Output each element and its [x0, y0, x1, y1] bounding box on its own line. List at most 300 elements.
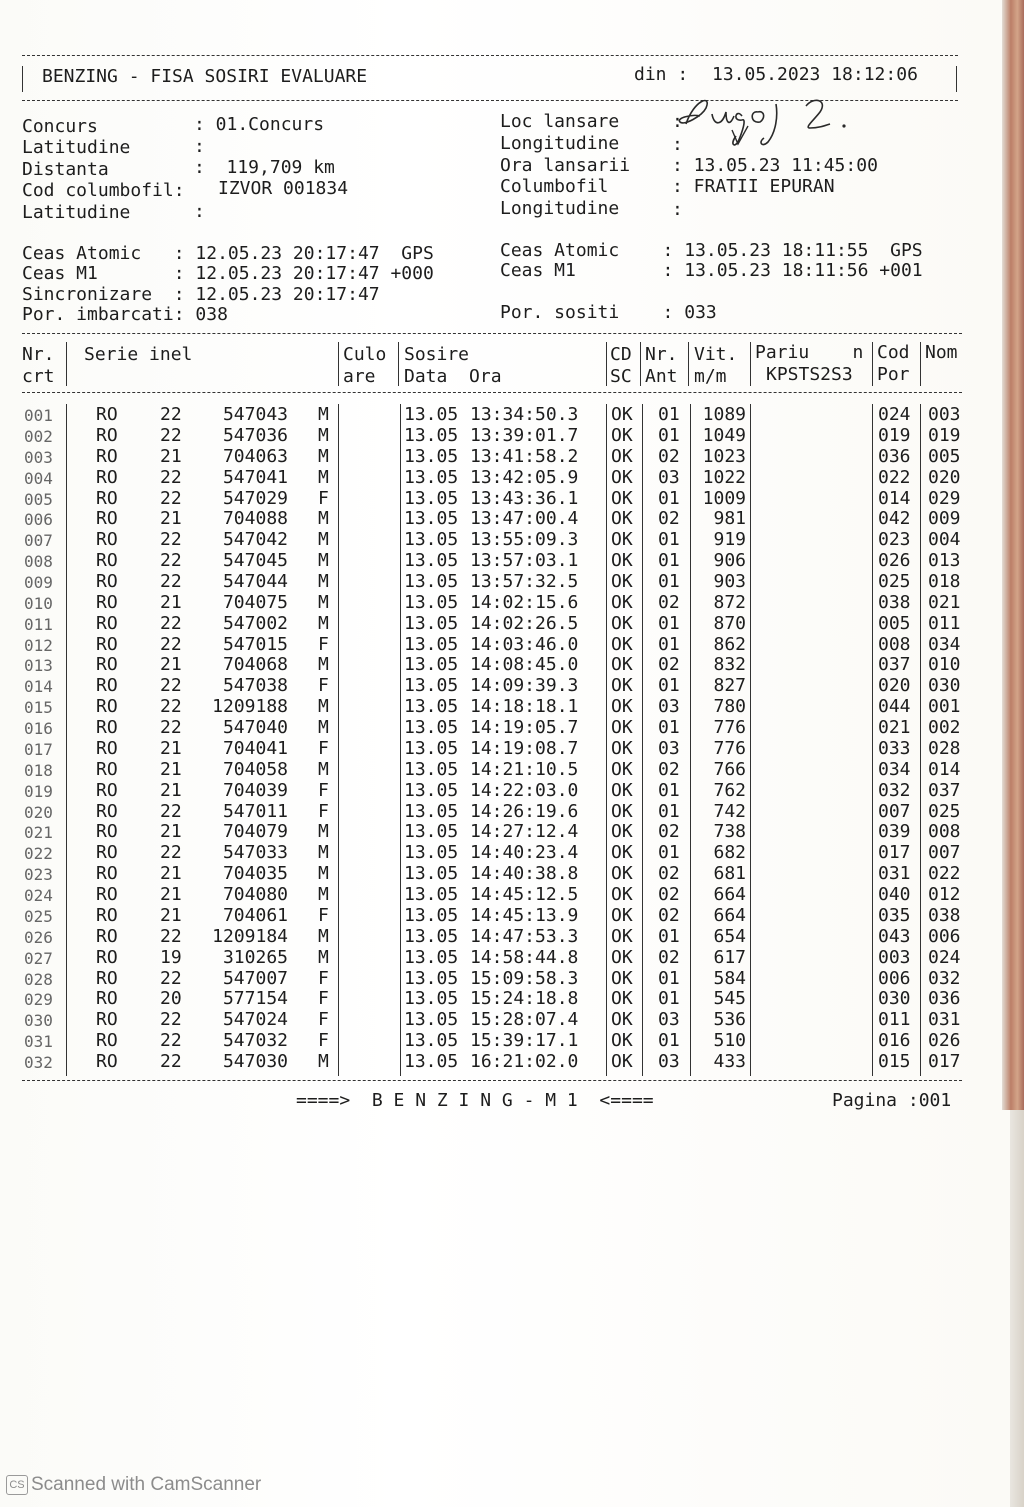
cell-sex: M — [318, 1051, 329, 1072]
header-m-per-m: m/m — [694, 366, 727, 387]
header-por: Por — [877, 364, 910, 385]
cell-cod: 031 — [878, 863, 911, 885]
table-row — [0, 905, 1000, 926]
cell-ant: 02 — [658, 654, 680, 676]
cell-tara: RO — [96, 863, 118, 885]
cell-ant: 01 — [658, 842, 680, 864]
table-row — [0, 738, 1000, 759]
cell-ant: 02 — [658, 508, 680, 530]
cell-nr: 020 — [24, 802, 53, 822]
ceas-m1-start: Ceas M1 : 12.05.23 20:17:47 +000 — [22, 263, 434, 284]
cell-cd: OK — [611, 884, 633, 905]
cell-inel: 704075 — [222, 591, 288, 613]
cell-an: 22 — [160, 696, 182, 718]
cell-nr: 009 — [24, 573, 53, 592]
cell-sex: F — [318, 675, 329, 697]
cell-inel: 547011 — [222, 800, 288, 822]
cell-cd: OK — [611, 717, 633, 738]
cell-sex: M — [318, 717, 329, 738]
handwritten-loc-lansare — [672, 86, 872, 156]
cell-cod: 007 — [878, 800, 911, 822]
cell-cd: OK — [611, 758, 633, 780]
cell-ora: 14:19:05.7 — [470, 717, 579, 738]
cell-vit: 510 — [713, 1030, 746, 1052]
scan-edge — [1002, 0, 1024, 1110]
cell-sex: M — [318, 550, 329, 572]
cell-data: 13.05 — [404, 404, 459, 425]
cell-vit: 617 — [713, 946, 746, 968]
cell-data: 13.05 — [404, 1030, 459, 1052]
camscanner-watermark — [6, 1474, 261, 1496]
ora-lansarii-value: : 13.05.23 11:45:00 — [672, 155, 878, 176]
cell-nr: 012 — [24, 635, 53, 655]
cell-ora: 14:02:15.6 — [470, 591, 579, 613]
cell-ora: 16:21:02.0 — [470, 1051, 579, 1072]
cell-inel: 704088 — [222, 508, 288, 530]
ceas-atomic-start: Ceas Atomic : 12.05.23 20:17:47 GPS — [22, 243, 434, 264]
cell-nr: 008 — [24, 552, 53, 572]
cell-inel: 547024 — [222, 1009, 288, 1031]
header-nom: Nom — [925, 342, 958, 363]
cell-cod: 023 — [878, 529, 911, 551]
table-row — [0, 425, 1000, 446]
header-cod: Cod — [877, 342, 910, 363]
cell-an: 21 — [160, 758, 182, 780]
table-row — [0, 863, 1000, 884]
cell-an: 22 — [160, 842, 182, 864]
cell-tara: RO — [96, 842, 118, 864]
cell-an: 19 — [160, 946, 182, 968]
cell-cod: 039 — [878, 821, 911, 843]
cell-nr: 004 — [24, 468, 53, 488]
cell-nr: 026 — [24, 927, 53, 947]
cell-nom: 028 — [928, 737, 961, 759]
table-row — [0, 884, 1000, 905]
cell-inel: 704061 — [222, 904, 288, 926]
cell-ant: 01 — [658, 529, 680, 551]
cell-cod: 024 — [878, 404, 911, 425]
cell-nom: 006 — [928, 925, 961, 947]
cell-ant: 01 — [658, 424, 680, 446]
cell-tara: RO — [96, 946, 118, 968]
table-row — [0, 988, 1000, 1009]
cell-ant: 01 — [658, 404, 680, 425]
cell-an: 21 — [160, 904, 182, 926]
cell-nom: 026 — [928, 1030, 961, 1052]
header-culoare-2: are — [343, 366, 376, 387]
cell-nr: 013 — [24, 656, 53, 676]
cell-inel: 547002 — [222, 612, 288, 634]
cell-nr: 007 — [24, 531, 53, 551]
cell-inel: 704039 — [222, 779, 288, 801]
cell-nr: 015 — [24, 698, 53, 718]
cell-nom: 003 — [928, 404, 961, 425]
cell-nr: 016 — [24, 719, 53, 738]
cell-sex: M — [318, 758, 329, 780]
cell-tara: RO — [96, 1051, 118, 1072]
table-row — [0, 926, 1000, 947]
report-date-value: 13.05.2023 18:12:06 — [712, 64, 918, 85]
cell-cod: 003 — [878, 946, 911, 968]
cell-sex: M — [318, 654, 329, 676]
cell-cd: OK — [611, 571, 633, 592]
cell-nr: 024 — [24, 886, 53, 905]
cell-cd: OK — [611, 424, 633, 446]
cell-cod: 037 — [878, 654, 911, 676]
cell-vit: 682 — [713, 842, 746, 864]
cell-inel: 577154 — [222, 988, 288, 1010]
cell-an: 21 — [160, 821, 182, 843]
col-sep-4-head — [606, 342, 607, 386]
cell-cd: OK — [611, 779, 633, 801]
cell-nom: 010 — [928, 654, 961, 676]
cell-nr: 014 — [24, 677, 53, 697]
cell-ora: 14:09:39.3 — [470, 675, 579, 697]
page-number: Pagina :001 — [832, 1090, 952, 1111]
cell-an: 22 — [160, 1030, 182, 1052]
cell-tara: RO — [96, 633, 118, 655]
loc-lansare-label: Loc lansare — [500, 111, 620, 132]
camscanner-text: Scanned with CamScanner — [31, 1474, 262, 1495]
cell-an: 22 — [160, 633, 182, 655]
cell-cod: 025 — [878, 571, 911, 592]
cell-ant: 02 — [658, 904, 680, 926]
cell-sex: F — [318, 800, 329, 822]
cell-data: 13.05 — [404, 508, 459, 530]
cell-inel: 547044 — [222, 571, 288, 592]
sincronizare: Sincronizare : 12.05.23 20:17:47 — [22, 284, 380, 305]
cell-tara: RO — [96, 654, 118, 676]
cell-ora: 13:57:32.5 — [470, 571, 579, 592]
table-row — [0, 1009, 1000, 1030]
cell-ant: 01 — [658, 1030, 680, 1052]
table-row — [0, 759, 1000, 780]
cell-an: 22 — [160, 571, 182, 592]
cell-inel: 547041 — [222, 466, 288, 488]
cell-tara: RO — [96, 675, 118, 697]
cell-tara: RO — [96, 758, 118, 780]
cell-ant: 02 — [658, 591, 680, 613]
table-row — [0, 404, 1000, 425]
loc-lansare-colon: : — [672, 111, 683, 132]
cell-ant: 02 — [658, 758, 680, 780]
col-sep-5-head — [640, 342, 641, 386]
cell-sex: M — [318, 612, 329, 634]
cell-sex: F — [318, 487, 329, 509]
table-row — [0, 821, 1000, 842]
cell-data: 13.05 — [404, 612, 459, 634]
col-sep-1-head — [66, 342, 67, 386]
cell-cd: OK — [611, 737, 633, 759]
cell-sex: M — [318, 591, 329, 613]
cell-cod: 020 — [878, 675, 911, 697]
cell-inel: 704041 — [222, 737, 288, 759]
cell-nom: 022 — [928, 863, 961, 885]
cell-ant: 01 — [658, 612, 680, 634]
table-row — [0, 1051, 1000, 1072]
cell-data: 13.05 — [404, 487, 459, 509]
table-row — [0, 1030, 1000, 1051]
cell-ant: 01 — [658, 779, 680, 801]
cell-inel: 547015 — [222, 633, 288, 655]
header-viteza: Vit. — [694, 344, 738, 365]
cell-nr: 010 — [24, 593, 53, 613]
title-left-border — [22, 66, 23, 92]
footer-benzing-m1: ====> B E N Z I N G - M 1 <==== — [296, 1090, 654, 1111]
cell-cd: OK — [611, 863, 633, 885]
cell-sex: F — [318, 737, 329, 759]
cell-ant: 02 — [658, 884, 680, 905]
cell-an: 21 — [160, 779, 182, 801]
distanta-label: Distanta — [22, 159, 109, 180]
cell-ora: 14:27:12.4 — [470, 821, 579, 843]
cell-cd: OK — [611, 675, 633, 697]
cell-cd: OK — [611, 842, 633, 864]
cell-ora: 14:21:10.5 — [470, 758, 579, 780]
cell-sex: M — [318, 842, 329, 864]
cell-ora: 13:55:09.3 — [470, 529, 579, 551]
cell-an: 21 — [160, 445, 182, 467]
cell-cd: OK — [611, 508, 633, 530]
cell-vit: 536 — [713, 1009, 746, 1031]
cell-ant: 01 — [658, 925, 680, 947]
cell-cod: 043 — [878, 925, 911, 947]
cell-ora: 14:45:13.9 — [470, 904, 579, 926]
cell-cd: OK — [611, 633, 633, 655]
cell-nom: 009 — [928, 508, 961, 530]
cell-nom: 032 — [928, 967, 961, 989]
ora-lansarii-label: Ora lansarii — [500, 155, 631, 176]
table-top-rule — [22, 333, 962, 334]
cell-nr: 031 — [24, 1032, 53, 1052]
cell-nr: 028 — [24, 969, 53, 989]
cell-inel: 1209188 — [212, 696, 288, 718]
cell-vit: 664 — [713, 884, 746, 905]
cell-tara: RO — [96, 988, 118, 1010]
cell-ant: 03 — [658, 1009, 680, 1031]
cell-inel: 704080 — [222, 884, 288, 905]
cell-vit: 780 — [713, 696, 746, 718]
table-header-rule — [22, 392, 962, 393]
cell-an: 22 — [160, 800, 182, 822]
cell-tara: RO — [96, 445, 118, 467]
cell-vit: 872 — [713, 591, 746, 613]
cell-tara: RO — [96, 967, 118, 989]
cell-an: 21 — [160, 591, 182, 613]
porumbei-imbarcati: Por. imbarcati: 038 — [22, 304, 228, 325]
cell-inel: 547038 — [222, 675, 288, 697]
cell-nr: 025 — [24, 906, 53, 926]
cell-nr: 005 — [24, 489, 53, 509]
cell-cd: OK — [611, 529, 633, 551]
cell-data: 13.05 — [404, 445, 459, 467]
cell-data: 13.05 — [404, 717, 459, 738]
title-top-rule — [22, 55, 958, 56]
cell-data: 13.05 — [404, 779, 459, 801]
cell-an: 22 — [160, 925, 182, 947]
cell-vit: 981 — [713, 508, 746, 530]
cell-data: 13.05 — [404, 904, 459, 926]
cell-nom: 012 — [928, 884, 961, 905]
cell-cod: 026 — [878, 550, 911, 572]
cell-vit: 903 — [713, 571, 746, 592]
cell-cod: 036 — [878, 445, 911, 467]
cell-nom: 005 — [928, 445, 961, 467]
table-row — [0, 947, 1000, 968]
cell-sex: M — [318, 863, 329, 885]
cell-sex: M — [318, 466, 329, 488]
cell-cd: OK — [611, 445, 633, 467]
cell-ant: 02 — [658, 821, 680, 843]
cell-sex: F — [318, 1009, 329, 1031]
cell-an: 22 — [160, 404, 182, 425]
cell-an: 21 — [160, 737, 182, 759]
cod-columbofil-label: Cod columbofil: — [22, 180, 185, 201]
cell-data: 13.05 — [404, 550, 459, 572]
cell-cd: OK — [611, 946, 633, 968]
cell-cd: OK — [611, 904, 633, 926]
table-row — [0, 717, 1000, 738]
cell-ora: 14:40:38.8 — [470, 863, 579, 885]
cell-cd: OK — [611, 925, 633, 947]
cell-nom: 030 — [928, 675, 961, 697]
cell-vit: 919 — [713, 529, 746, 551]
cell-vit: 762 — [713, 779, 746, 801]
cell-vit: 776 — [713, 717, 746, 738]
cell-an: 20 — [160, 988, 182, 1010]
cell-ora: 15:24:18.8 — [470, 988, 579, 1010]
cell-nom: 018 — [928, 571, 961, 592]
cell-ant: 03 — [658, 466, 680, 488]
cell-cd: OK — [611, 1030, 633, 1052]
cell-sex: M — [318, 424, 329, 446]
cell-vit: 776 — [713, 737, 746, 759]
cell-inel: 547030 — [222, 1051, 288, 1072]
cell-nom: 031 — [928, 1009, 961, 1031]
cell-ora: 13:47:00.4 — [470, 508, 579, 530]
table-row — [0, 634, 1000, 655]
cell-ora: 14:58:44.8 — [470, 946, 579, 968]
cell-inel: 547036 — [222, 424, 288, 446]
cell-sex: M — [318, 821, 329, 843]
cell-an: 22 — [160, 487, 182, 509]
cell-ant: 01 — [658, 967, 680, 989]
cell-vit: 742 — [713, 800, 746, 822]
cell-data: 13.05 — [404, 925, 459, 947]
header-data-ora: Data Ora — [404, 366, 502, 387]
cell-data: 13.05 — [404, 758, 459, 780]
cell-ant: 02 — [658, 863, 680, 885]
cell-data: 13.05 — [404, 800, 459, 822]
cell-sex: M — [318, 925, 329, 947]
cell-nom: 011 — [928, 612, 961, 634]
cell-ant: 02 — [658, 946, 680, 968]
cell-vit: 1023 — [702, 445, 746, 467]
cell-nom: 037 — [928, 779, 961, 801]
cell-sex: F — [318, 633, 329, 655]
cell-tara: RO — [96, 800, 118, 822]
cell-sex: M — [318, 571, 329, 592]
cell-sex: M — [318, 946, 329, 968]
header-crt: crt — [22, 366, 55, 387]
cell-ora: 15:28:07.4 — [470, 1009, 579, 1031]
col-sep-6-head — [688, 342, 689, 386]
cell-tara: RO — [96, 1009, 118, 1031]
cell-inel: 547045 — [222, 550, 288, 572]
cell-sex: F — [318, 904, 329, 926]
cell-ant: 03 — [658, 737, 680, 759]
cell-nr: 021 — [24, 823, 53, 843]
cell-ora: 14:47:53.3 — [470, 925, 579, 947]
cell-cd: OK — [611, 1009, 633, 1031]
cell-data: 13.05 — [404, 884, 459, 905]
distanta-value: : 119,709 km — [194, 157, 335, 178]
cell-nr: 002 — [24, 426, 53, 446]
cell-nom: 036 — [928, 988, 961, 1010]
header-cd: CD — [610, 344, 632, 365]
cell-nom: 020 — [928, 466, 961, 488]
cell-inel: 547029 — [222, 487, 288, 509]
cell-cod: 034 — [878, 758, 911, 780]
cell-ant: 01 — [658, 717, 680, 738]
columbofil-label: Columbofil — [500, 176, 609, 197]
cell-an: 21 — [160, 884, 182, 905]
cell-ant: 01 — [658, 988, 680, 1010]
cell-an: 22 — [160, 466, 182, 488]
cell-cd: OK — [611, 612, 633, 634]
cell-data: 13.05 — [404, 1051, 459, 1072]
table-row — [0, 508, 1000, 529]
cell-nr: 032 — [24, 1053, 53, 1072]
cell-data: 13.05 — [404, 466, 459, 488]
cell-cd: OK — [611, 800, 633, 822]
cell-vit: 664 — [713, 904, 746, 926]
cell-nom: 007 — [928, 842, 961, 864]
cell-data: 13.05 — [404, 424, 459, 446]
latitudine-value: : — [194, 136, 205, 157]
cell-cod: 040 — [878, 884, 911, 905]
cell-inel: 1209184 — [212, 925, 288, 947]
cell-cod: 022 — [878, 466, 911, 488]
cell-ora: 14:40:23.4 — [470, 842, 579, 864]
cell-ant: 01 — [658, 800, 680, 822]
cell-nr: 018 — [24, 760, 53, 780]
cell-vit: 1049 — [702, 424, 746, 446]
cell-nom: 017 — [928, 1051, 961, 1072]
cell-an: 22 — [160, 675, 182, 697]
cell-nr: 003 — [24, 447, 53, 467]
cell-an: 22 — [160, 612, 182, 634]
cell-sex: M — [318, 884, 329, 905]
cell-inel: 547043 — [222, 404, 288, 425]
cell-inel: 547040 — [222, 717, 288, 738]
ceas-atomic-end: Ceas Atomic : 13.05.23 18:11:55 GPS — [500, 240, 923, 261]
cell-cd: OK — [611, 404, 633, 425]
cell-tara: RO — [96, 529, 118, 551]
cell-cod: 021 — [878, 717, 911, 738]
col-sep-7-head — [750, 342, 751, 386]
cell-inel: 704035 — [222, 863, 288, 885]
cell-tara: RO — [96, 821, 118, 843]
cell-sex: F — [318, 1030, 329, 1052]
cell-an: 21 — [160, 508, 182, 530]
cell-cod: 044 — [878, 696, 911, 718]
cell-tara: RO — [96, 591, 118, 613]
cell-data: 13.05 — [404, 591, 459, 613]
cell-nom: 029 — [928, 487, 961, 509]
latitudine2-value: : — [194, 201, 205, 222]
cod-columbofil-value: IZVOR 001834 — [218, 178, 349, 199]
